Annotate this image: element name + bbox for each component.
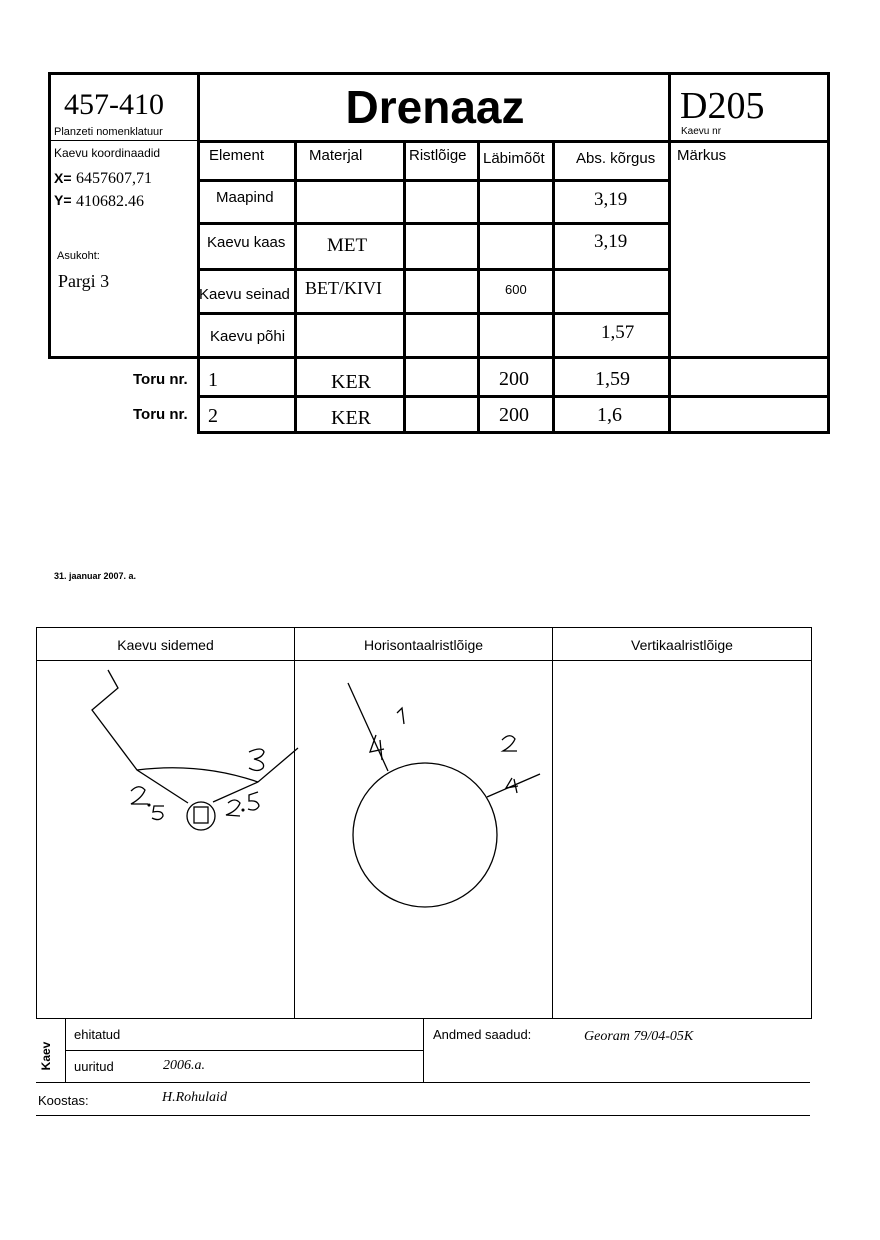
horizontal-section-sketch (348, 683, 540, 907)
digit-2-stroke (502, 736, 517, 751)
col-connections-header: Kaevu sidemed (117, 637, 214, 653)
pipe-2-material: KER (331, 407, 371, 429)
row-material-lid: MET (327, 235, 368, 256)
pipe-1-number: 1 (208, 369, 218, 391)
digit-2-stroke (131, 787, 148, 804)
row-element-lid: Kaevu kaas (207, 234, 286, 251)
row-abs-height-lid: 3,19 (594, 231, 628, 252)
pipe-2-number: 2 (208, 405, 218, 427)
location-label: Asukoht: (57, 250, 100, 262)
decimal-dot (242, 809, 244, 811)
compiled-label: Koostas: (38, 1093, 89, 1108)
digit-5-stroke (248, 792, 259, 810)
header-diameter: Läbimõõt (483, 150, 545, 167)
well-circle (187, 802, 215, 830)
map-sheet-value: 457-410 (64, 88, 164, 121)
well-number-value: D205 (680, 85, 765, 127)
surveyed-value: 2006.a. (163, 1058, 205, 1073)
pipe-2-label: Toru nr. (133, 406, 188, 423)
built-label: ehitatud (74, 1027, 121, 1042)
map-sheet-caption: Planzeti nomenklatuur (54, 126, 163, 138)
well-number-caption: Kaevu nr (681, 126, 722, 137)
side-label-well: Kaev (39, 1041, 53, 1071)
pipe-2-abs-height: 1,6 (597, 404, 622, 426)
pipe-line-right (213, 748, 298, 802)
coordinates-label: Kaevu koordinaadid (54, 146, 161, 160)
row-element-bottom: Kaevu põhi (210, 328, 286, 345)
y-label: Y= (54, 192, 72, 208)
x-coordinate-value: 6457607,71 (76, 170, 152, 187)
x-label: X= (54, 170, 72, 186)
y-coordinate-value: 410682.46 (76, 193, 144, 210)
connections-sketch (92, 670, 298, 830)
digit-1-stroke (397, 708, 404, 724)
pipe-1-material: KER (331, 371, 371, 393)
header-notes: Märkus (677, 147, 727, 164)
row-element-walls: Kaevu seinad (199, 286, 290, 303)
row-element-ground: Maapind (216, 189, 274, 206)
header-abs-height: Abs. kõrgus (576, 150, 656, 167)
pipe-1-abs-height: 1,59 (595, 368, 630, 390)
col-vertical-section-header: Vertikaalristlõige (631, 637, 733, 653)
compiled-value: H.Rohulaid (162, 1090, 227, 1105)
location-value: Pargi 3 (58, 271, 110, 291)
header-material: Materjal (309, 147, 363, 164)
page-title: Drenaaz (345, 81, 525, 133)
digit-3-stroke (249, 749, 264, 771)
row-abs-height-ground: 3,19 (594, 189, 628, 210)
data-source-label: Andmed saadud: (433, 1027, 532, 1042)
data-source-value: Georam 79/04-05K (584, 1029, 694, 1044)
pipe-1-diameter: 200 (499, 368, 529, 390)
pipe-curve (137, 768, 258, 782)
row-abs-height-bottom: 1,57 (601, 322, 635, 343)
decimal-dot (148, 804, 150, 806)
header-element: Element (209, 147, 265, 164)
col-horizontal-section-header: Horisontaalristlõige (363, 637, 484, 653)
pipe-2-line (487, 774, 540, 797)
pipe-2-diameter: 200 (499, 404, 529, 426)
document-date: 31. jaanuar 2007. a. (54, 571, 137, 581)
header-cross-section: Ristlõige (409, 147, 467, 164)
digit-5-stroke (152, 806, 164, 820)
well-square (194, 807, 208, 823)
pipe-1-label: Toru nr. (133, 371, 188, 388)
row-diameter-walls: 600 (505, 282, 527, 297)
surveyed-label: uuritud (74, 1059, 114, 1074)
pipe-line-left (92, 670, 188, 803)
well-outline (353, 763, 497, 907)
row-material-walls: BET/KIVI (305, 278, 382, 298)
digit-2-stroke (226, 800, 240, 816)
